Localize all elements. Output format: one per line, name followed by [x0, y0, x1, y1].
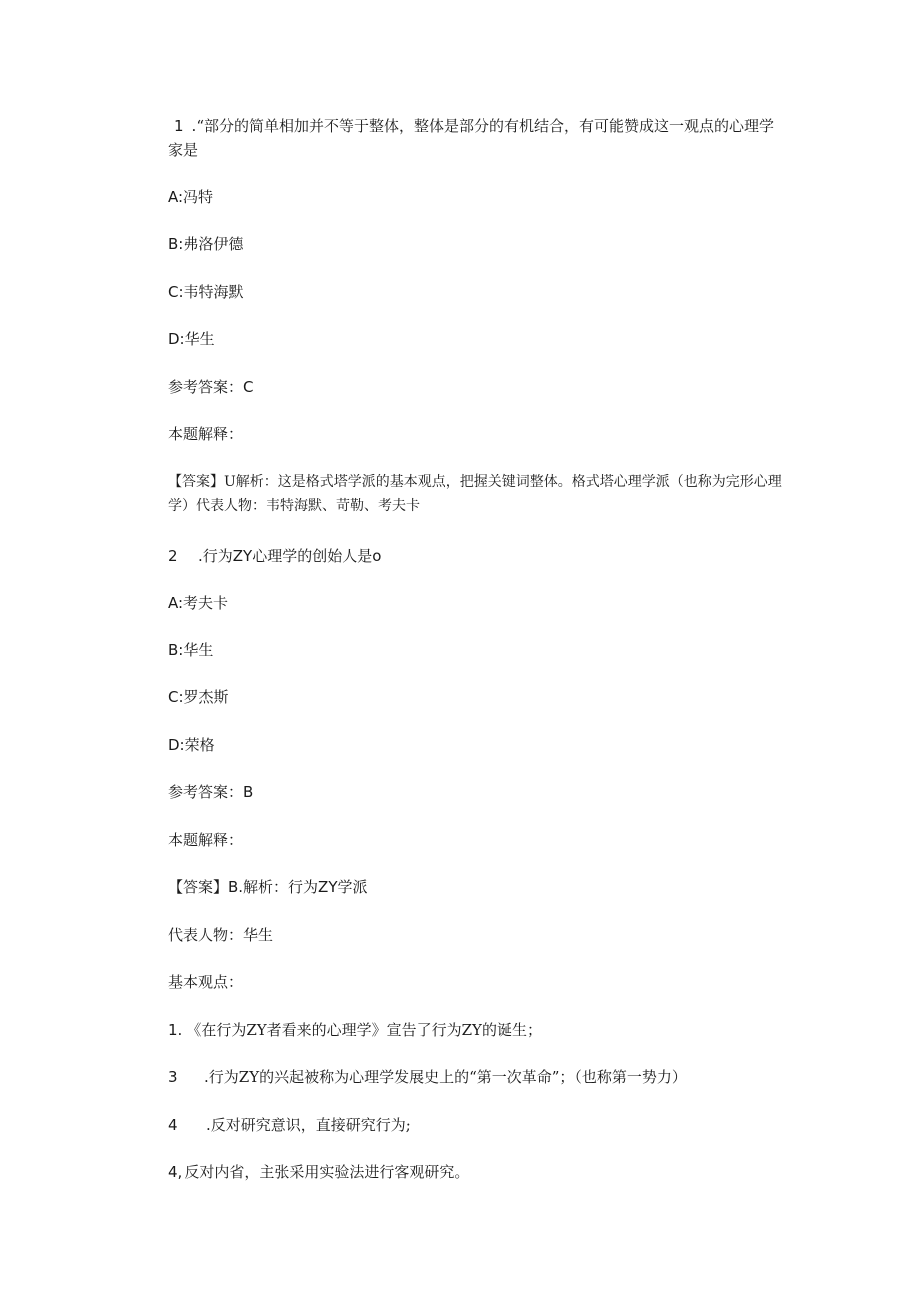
point-1 — [168, 1019, 542, 1041]
question-2-explanation: 【答案】B.解析：行为ZY学派 — [168, 878, 368, 896]
question-2-number: 2 — [168, 547, 178, 565]
question-2-answer: 参考答案：B — [168, 783, 254, 801]
question-1-option-c: C:韦特海默 — [168, 283, 244, 301]
question-2-basic-title: 基本观点： — [168, 973, 244, 991]
question-1-answer: 参考答案：C — [168, 378, 254, 396]
point-4 — [168, 1161, 469, 1183]
question-1-option-a: A:冯特 — [168, 188, 214, 206]
question-2-option-c: C:罗杰斯 — [168, 688, 229, 706]
question-1-explain-title: 本题解释： — [168, 425, 244, 443]
point-4-text: 反对内省，主张采用实验法进行客观研究。 — [184, 1163, 470, 1181]
question-1-option-b: B:弗洛伊德 — [168, 235, 244, 253]
point-3 — [168, 1114, 411, 1136]
question-1-text: .“部分的简单相加并不等于整体，整体是部分的有机结合，有可能赞成这一观点的心理学家是 — [168, 117, 774, 159]
question-2-explain-title: 本题解释： — [168, 831, 244, 849]
point-1-number: 1. — [168, 1021, 183, 1039]
point-4-number: 4, — [168, 1163, 183, 1181]
point-3-text: .反对研究意识，直接研究行为; — [206, 1116, 411, 1134]
question-2-text: .行为ZY心理学的创始人是o — [198, 547, 382, 565]
question-2-option-d: D:荣格 — [168, 736, 215, 754]
question-2-option-b: B:华生 — [168, 641, 214, 659]
question-2-representative: 代表人物：华生 — [168, 926, 274, 944]
question-1-number: 1 — [174, 117, 184, 135]
point-2-text: .行为ZY的兴起被称为心理学发展史上的“第一次革命”；（也称第一势力） — [204, 1068, 687, 1086]
point-1-text: 《在行为ZY者看来的心理学》宣告了行为ZY的诞生； — [186, 1021, 542, 1039]
point-2-number: 3 — [168, 1068, 178, 1086]
point-2 — [168, 1066, 687, 1088]
point-3-number: 4 — [168, 1116, 178, 1134]
question-2-stem — [168, 545, 381, 567]
question-1-explanation: 【答案】U解析：这是格式塔学派的基本观点，把握关键词整体。格式塔心理学派（也称为完形心理学）代表人物：韦特海默、苛勒、考夫卡 — [168, 474, 782, 514]
question-1-option-d: D:华生 — [168, 330, 215, 348]
question-2-option-a: A:考夫卡 — [168, 594, 229, 612]
question-1-stem — [168, 114, 786, 162]
